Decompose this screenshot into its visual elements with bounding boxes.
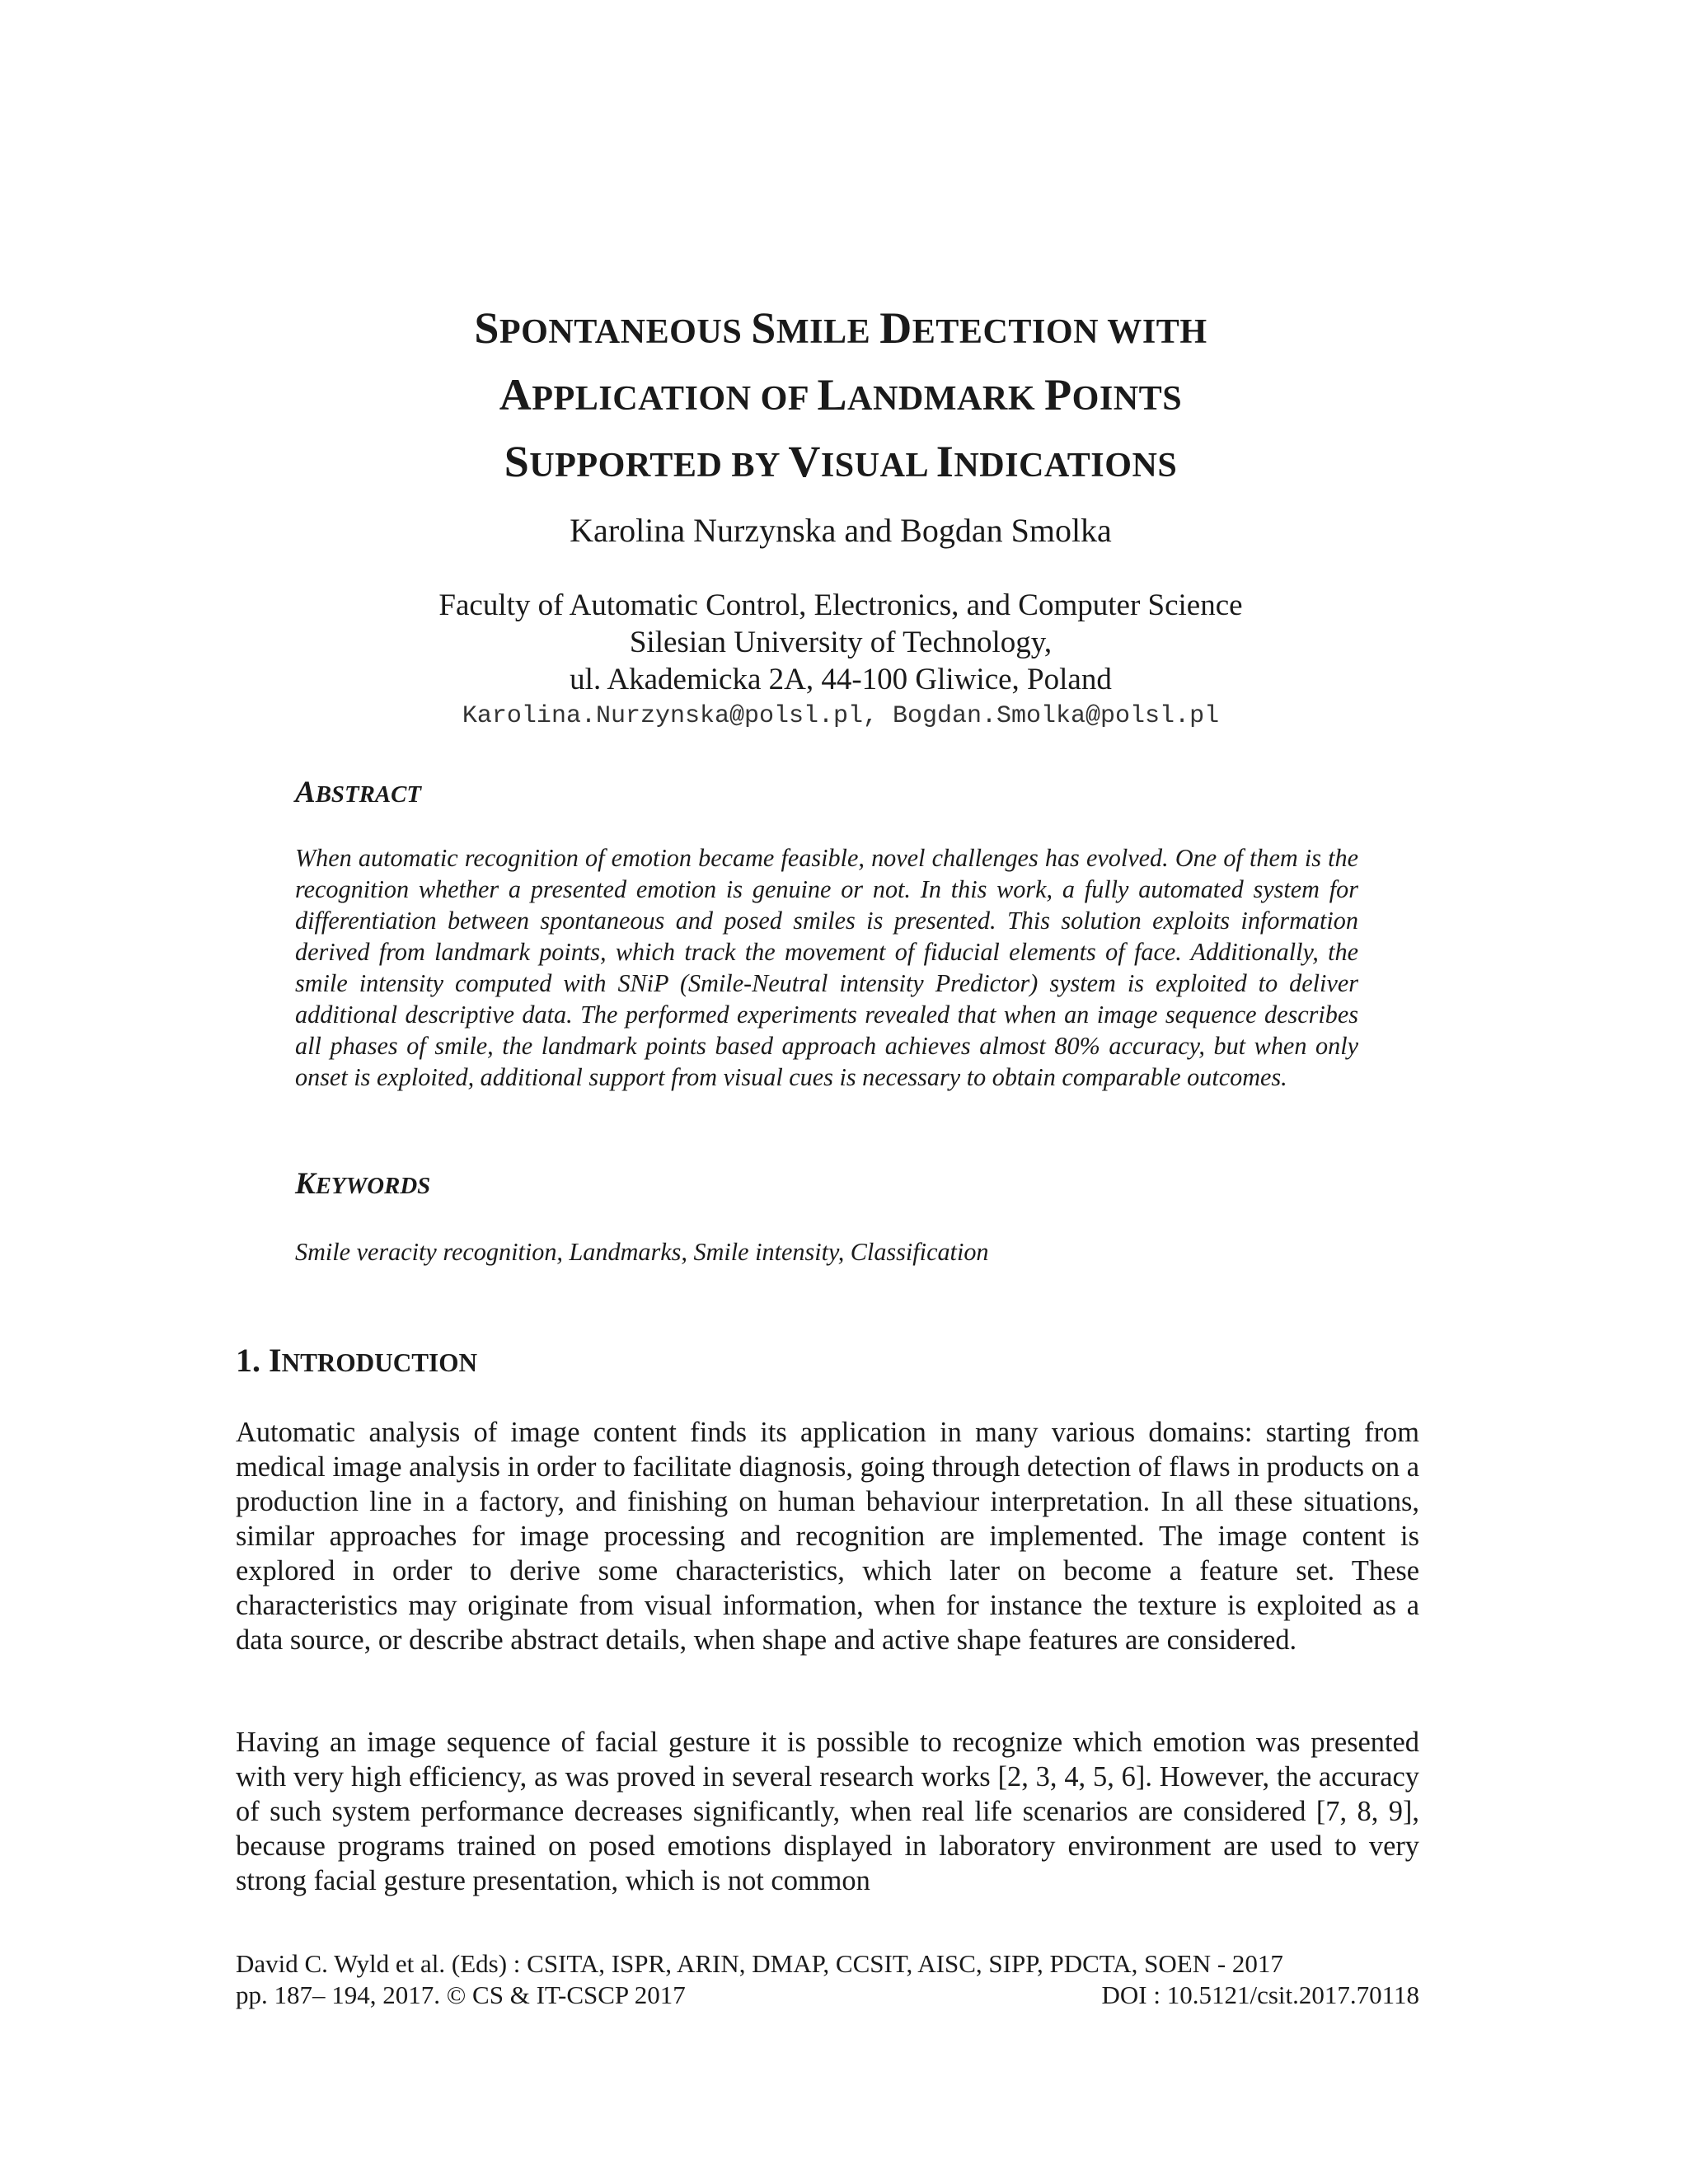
abstract-heading: ABSTRACT [295,776,421,809]
paper-title [231,297,1451,497]
affiliation [231,587,1451,698]
footer-doi: DOI : 10.5121/csit.2017.70118 [1101,1980,1419,2009]
footer-proceedings: David C. Wyld et al. (Eds) : CSITA, ISPR, ARIN, DMAP, CCSIT, AISC, SIPP, PDCTA, SOEN - 2017 [236,1949,1283,1978]
title-line-3: SUPPORTED BY VISUAL INDICATIONS [504,437,1178,486]
footer-pages-copyright: pp. 187– 194, 2017. © CS & IT-CSCP 2017 [236,1980,686,2009]
introduction-paragraph-1: Automatic analysis of image content finds its application in many various domains: starting from medical image analysis in order to facilitate diagnosis, going through detection of flaws in products on a production line in a factory, and finishing on human behaviour interpretation. In all these situations, similar approaches for image processing and recognition are implemented. The image content is explored in order to derive some characteristics, which later on become a feature set. These characteristics may originate from visual information, when for instance the texture is exploited as a data source, or describe abstract details, when shape and active shape features are considered. [236,1417,1419,1656]
footer [236,1948,1419,2011]
authors: Karolina Nurzynska and Bogdan Smolka [570,512,1112,549]
author-emails: Karolina.Nurzynska@polsl.pl, Bogdan.Smolka@polsl.pl [462,702,1220,730]
keywords-heading: KEYWORDS [295,1167,431,1201]
title-line-2: APPLICATION OF LANDMARK POINTS [499,370,1183,419]
keywords-text: Smile veracity recognition, Landmarks, Smile intensity, Classification [295,1238,989,1266]
introduction-heading: 1. INTRODUCTION [236,1342,477,1379]
affiliation-line-3: ul. Akademicka 2A, 44-100 Gliwice, Poland [570,663,1112,696]
footer-row [236,1980,1419,2011]
affiliation-line-1: Faculty of Automatic Control, Electronics, and Computer Science [438,588,1243,622]
title-line-1: SPONTANEOUS SMILE DETECTION WITH [474,303,1207,353]
affiliation-line-2: Silesian University of Technology, [629,626,1053,659]
introduction-paragraph-2: Having an image sequence of facial gesture it is possible to recognize which emotion was presented with very high efficiency, as was proved in several research works [2, 3, 4, 5, 6]. However, the accuracy of such system performance decreases significantly, when real life scenarios are considered [7, 8, 9], because programs trained on posed emotions displayed in laboratory environment are used to very strong facial gesture presentation, which is not common [236,1727,1419,1896]
abstract-text: When automatic recognition of emotion became feasible, novel challenges has evolved. One of them is the recognition whether a presented emotion is genuine or not. In this work, a fully automated system for differentiation between spontaneous and posed smiles is presented. This solution exploits information derived from landmark points, which track the movement of fiducial elements of face. Additionally, the smile intensity computed with SNiP (Smile-Neutral intensity Predictor) system is exploited to deliver additional descriptive data. The performed experiments revealed that when an image sequence describes all phases of smile, the landmark points based approach achieves almost 80% accuracy, but when only onset is exploited, additional support from visual cues is necessary to obtain comparable outcomes. [295,844,1358,1091]
